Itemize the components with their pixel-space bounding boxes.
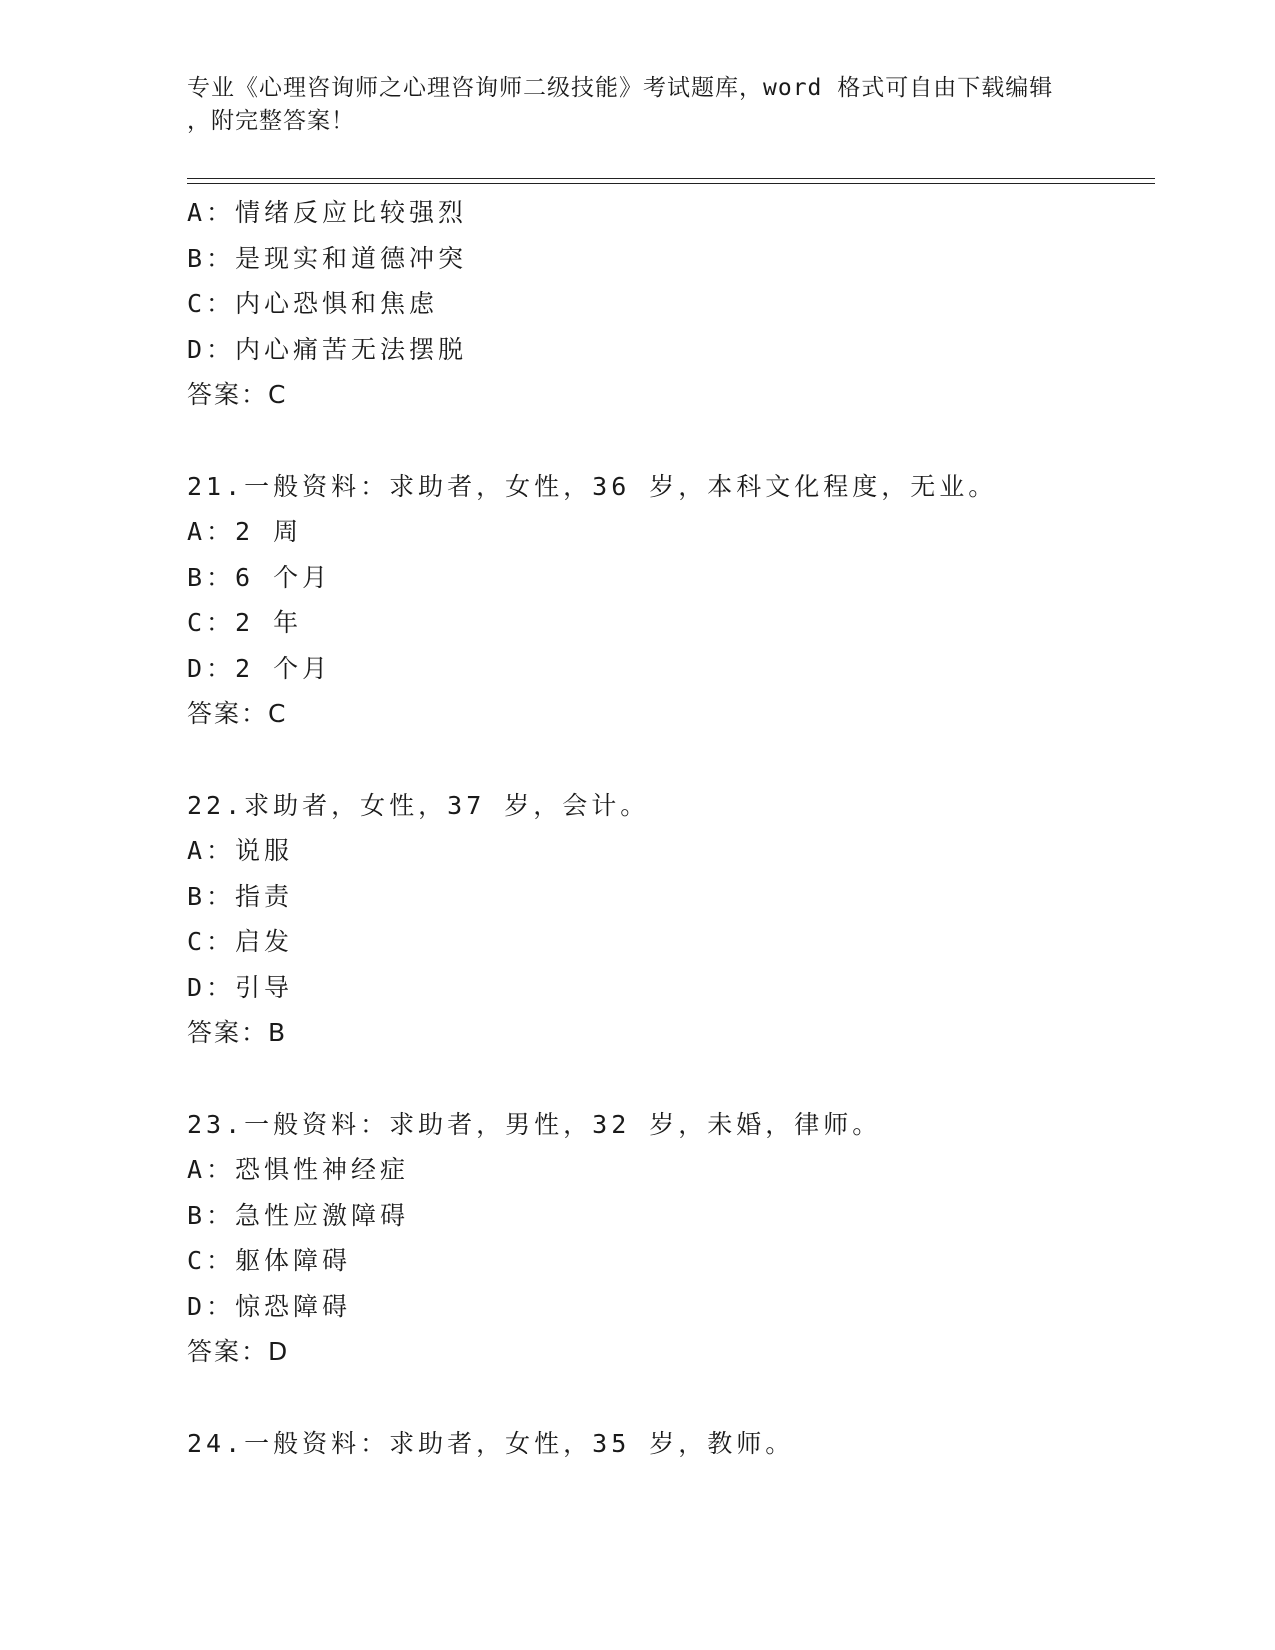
option-a: A：恐惧性神经症	[187, 1155, 410, 1184]
question-list	[187, 190, 1147, 1466]
question-block-20	[187, 190, 1147, 418]
question-block-21	[187, 464, 1147, 737]
option-b: B：指责	[187, 881, 294, 911]
block-spacer	[187, 418, 1147, 464]
option-a: A：说服	[187, 836, 294, 865]
option-a: A：情绪反应比较强烈	[187, 198, 468, 227]
header-divider-top	[187, 178, 1155, 179]
header-title-line-1: 专业《心理咨询师之心理咨询师二级技能》考试题库，word 格式可自由下载编辑	[187, 75, 1054, 101]
option-c: C：躯体障碍	[187, 1246, 352, 1275]
answer-line: 答案：D	[187, 1337, 290, 1366]
header-title-line-2: ，附完整答案！	[187, 108, 355, 134]
option-d: D：惊恐障碍	[187, 1291, 352, 1321]
option-c: C：启发	[187, 927, 294, 956]
question-block-22	[187, 783, 1147, 1056]
answer-line: 答案：C	[187, 380, 288, 409]
block-spacer	[187, 1056, 1147, 1102]
option-b: B：6 个月	[187, 562, 332, 592]
option-d: D：内心痛苦无法摆脱	[187, 334, 468, 364]
answer-line: 答案：C	[187, 699, 288, 728]
document-header	[187, 72, 1087, 138]
option-d: D：引导	[187, 972, 294, 1002]
option-c: C：内心恐惧和焦虑	[187, 289, 439, 318]
option-d: D：2 个月	[187, 653, 332, 683]
option-c: C：2 年	[187, 608, 303, 637]
answer-line: 答案：B	[187, 1018, 288, 1047]
question-stem: 24.一般资料：求助者，女性，35 岁，教师。	[187, 1428, 795, 1458]
question-block-24	[187, 1421, 1147, 1467]
question-stem: 21.一般资料：求助者，女性，36 岁，本科文化程度，无业。	[187, 471, 998, 501]
option-b: B：急性应激障碍	[187, 1200, 410, 1230]
question-block-23	[187, 1102, 1147, 1375]
header-divider-bottom	[187, 183, 1155, 184]
option-b: B：是现实和道德冲突	[187, 243, 468, 273]
question-stem: 23.一般资料：求助者，男性，32 岁，未婚，律师。	[187, 1109, 882, 1139]
question-stem: 22.求助者，女性，37 岁，会计。	[187, 790, 650, 820]
block-spacer	[187, 1375, 1147, 1421]
option-a: A：2 周	[187, 517, 303, 546]
block-spacer	[187, 737, 1147, 783]
